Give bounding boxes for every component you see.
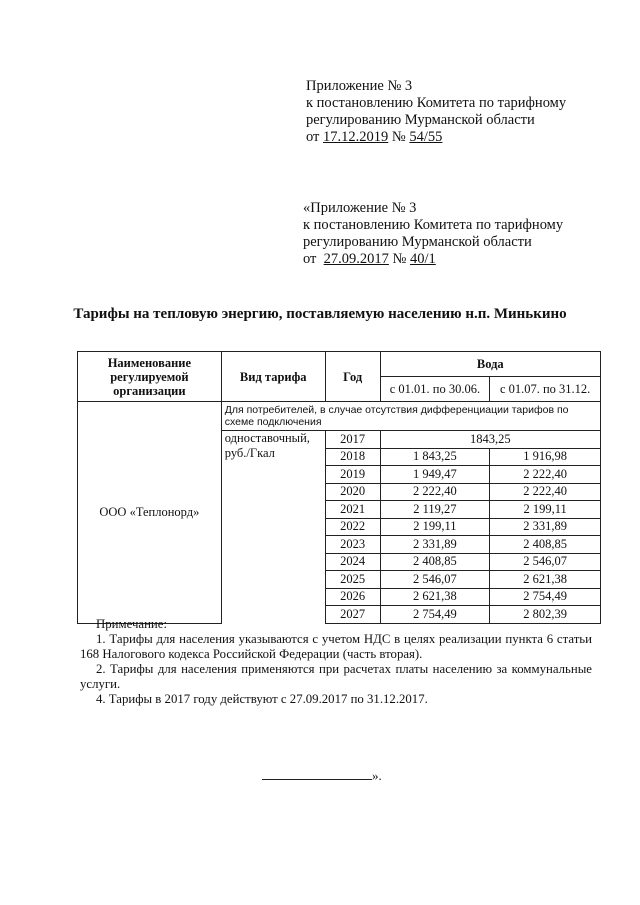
tariff-value-h2: 2 222,40 [490, 466, 601, 484]
tariff-value-h2: 1 916,98 [490, 448, 601, 466]
year-cell: 2019 [325, 466, 380, 484]
tariff-value-h1: 2 331,89 [380, 536, 490, 554]
tariff-value-h1: 1 843,25 [380, 448, 490, 466]
year-cell: 2027 [325, 606, 380, 624]
number-prefix: № [391, 129, 406, 145]
tariff-value-h2: 2 546,07 [490, 553, 601, 571]
appendix-title: «Приложение № 3 [303, 200, 417, 216]
year-cell: 2024 [325, 553, 380, 571]
appendix-line: регулированию Мурманской области [306, 112, 535, 128]
tariff-type-cell: одноставочный, руб./Гкал [221, 431, 325, 624]
appendix-line: к постановлению Комитета по тарифному [306, 95, 567, 111]
tariff-value-h2: 2 754,49 [490, 588, 601, 606]
tariff-value-h1: 2 621,38 [380, 588, 490, 606]
tariff-value-h1: 2 754,49 [380, 606, 490, 624]
appendix-date-line [306, 129, 566, 146]
date-prefix: от [306, 129, 320, 145]
appendix-line: регулированию Мурманской области [303, 234, 532, 250]
tariff-value-h2: 2 802,39 [490, 606, 601, 624]
appendix-header-previous [303, 200, 563, 268]
header-water: Вода [380, 352, 600, 377]
signature-underline [262, 767, 372, 780]
resolution-number: 40/1 [410, 251, 436, 267]
resolution-date: 17.12.2019 [323, 129, 389, 145]
notes-section [80, 617, 592, 707]
condition-cell: Для потребителей, в случае отсутствия дифференциации тарифов по схеме подключения [221, 402, 600, 431]
header-tariff-type: Вид тарифа [221, 352, 325, 402]
year-cell: 2026 [325, 588, 380, 606]
year-cell: 2022 [325, 518, 380, 536]
appendix-line: к постановлению Комитета по тарифному [303, 217, 564, 233]
closing-quote: ». [372, 768, 382, 783]
tariff-value-h1: 2 199,11 [380, 518, 490, 536]
year-cell: 2023 [325, 536, 380, 554]
header-period-1: с 01.01. по 30.06. [380, 377, 490, 402]
resolution-number: 54/55 [409, 129, 443, 145]
header-organization: Наименование регулируемой организации [78, 352, 222, 402]
tariffs-table [77, 351, 601, 624]
tariff-value-merged: 1843,25 [380, 431, 600, 449]
note-item: 4. Тарифы в 2017 году действуют с 27.09.2017 по 31.12.2017. [96, 692, 428, 706]
tariff-value-h1: 2 546,07 [380, 571, 490, 589]
tariff-value-h2: 2 199,11 [490, 501, 601, 519]
year-cell: 2025 [325, 571, 380, 589]
year-cell: 2021 [325, 501, 380, 519]
note-item: 2. Тарифы для населения применяются при расчетах платы населению за коммунальные услуги. [80, 662, 592, 691]
number-prefix: № [392, 251, 407, 267]
tariff-value-h1: 2 408,85 [380, 553, 490, 571]
resolution-date: 27.09.2017 [323, 251, 389, 267]
document-title: Тарифы на тепловую энергию, поставляемую населению н.п. Минькино [73, 306, 567, 322]
header-period-2: с 01.07. по 31.12. [490, 377, 601, 402]
year-cell: 2018 [325, 448, 380, 466]
appendix-date-line [303, 251, 563, 268]
date-prefix: от [303, 251, 317, 267]
year-cell: 2020 [325, 483, 380, 501]
tariff-value-h1: 1 949,47 [380, 466, 490, 484]
tariff-value-h1: 2 119,27 [380, 501, 490, 519]
appendix-title: Приложение № 3 [306, 78, 413, 94]
header-year: Год [325, 352, 380, 402]
appendix-header-current [306, 78, 566, 146]
tariff-value-h2: 2 331,89 [490, 518, 601, 536]
tariff-value-h2: 2 408,85 [490, 536, 601, 554]
tariff-value-h1: 2 222,40 [380, 483, 490, 501]
notes-heading: Примечание: [96, 617, 167, 631]
organization-cell: ООО «Теплонорд» [78, 402, 222, 624]
closing-line [262, 767, 382, 784]
note-item: 1. Тарифы для населения указываются с учетом НДС в целях реализации пункта 6 статьи 168 Налогового кодекса Российской Федерации (часть вторая). [80, 632, 592, 661]
tariff-value-h2: 2 621,38 [490, 571, 601, 589]
tariff-value-h2: 2 222,40 [490, 483, 601, 501]
year-cell: 2017 [325, 431, 380, 449]
